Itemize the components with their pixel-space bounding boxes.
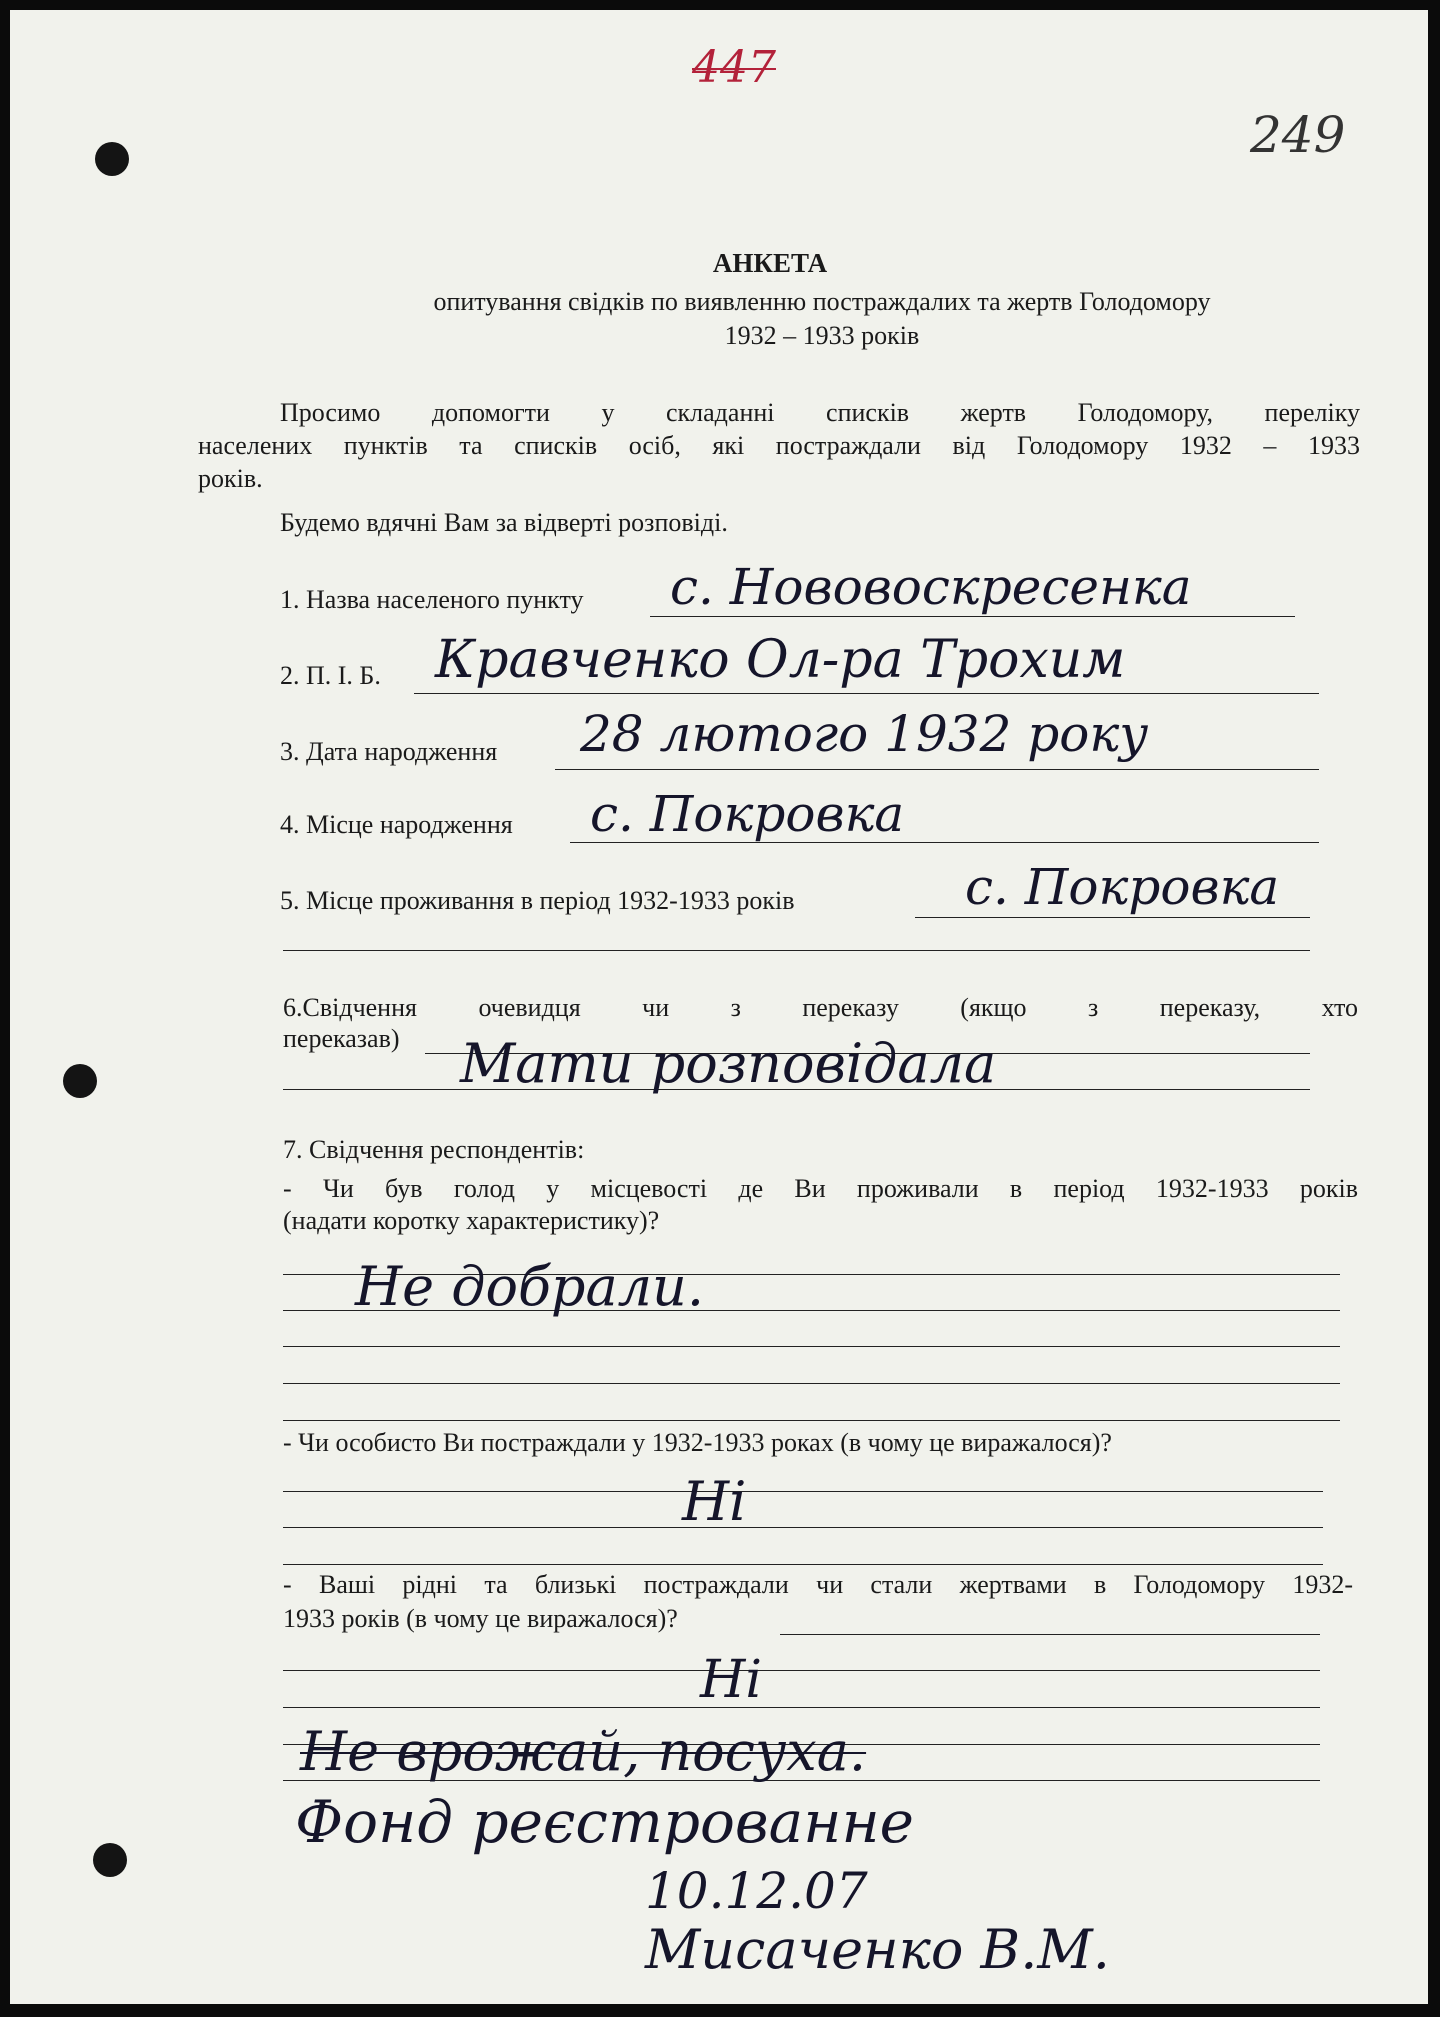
punch-hole-bottom (93, 1843, 127, 1877)
q3-answer-line (555, 769, 1319, 770)
signature-name: Мисаченко В.М. (645, 1918, 1110, 1981)
q7b-answer: Ні (682, 1470, 747, 1533)
q7a-question-line-2: (надати коротку характеристику)? (283, 1206, 660, 1235)
q7b-question: - Чи особисто Ви постраждали у 1932-1933 роках (в чому це виражалося)? (283, 1428, 1112, 1457)
q7c-extra-note: Фонд реєстрованне (295, 1788, 914, 1856)
q6-answer: Мати розповідала (460, 1032, 997, 1095)
archive-old-number: 447 (692, 42, 776, 93)
q7c-answer-line-2 (283, 1670, 1320, 1671)
q7-heading: 7. Свідчення респондентів: (283, 1135, 585, 1164)
q7a-answer: Не добрали. (355, 1255, 704, 1318)
q7a-answer-line-3 (283, 1346, 1340, 1347)
punch-hole-middle (63, 1064, 97, 1098)
q4-answer: с. Покровка (590, 785, 905, 843)
q7a-question-line-1: - Чи був голод у місцевості де Ви проживали в період 1932-1933 років (283, 1174, 1358, 1203)
form-years: 1932 – 1933 років (724, 321, 920, 350)
intro-line-1: Просимо допомогти у складанні списків жертв Голодомору, переліку (280, 398, 1360, 427)
questionnaire-sheet (10, 10, 1428, 2004)
q7c-question-line-1: - Ваші рідні та близькі постраждали чи стали жертвами в Голодомору 1932- (283, 1570, 1353, 1599)
q7b-answer-line-3 (283, 1564, 1323, 1565)
q2-answer: Кравченко Ол-ра Трохим (435, 630, 1126, 690)
q1-answer: с. Нововоскресенка (670, 558, 1192, 616)
q7c-answer: Ні (700, 1650, 762, 1710)
q7a-answer-line-4 (283, 1383, 1340, 1384)
q5-label: 5. Місце проживання в період 1932-1933 років (280, 886, 795, 915)
q2-label: 2. П. І. Б. (280, 661, 381, 690)
q6-label-line-2: переказав) (283, 1024, 400, 1053)
q1-answer-line (650, 616, 1295, 617)
q7c-question-line-2: 1933 років (в чому це виражалося)? (283, 1604, 678, 1633)
q7a-answer-line-5 (283, 1420, 1340, 1421)
q7c-answer-line-1 (780, 1634, 1320, 1635)
signature-date: 10.12.07 (645, 1862, 868, 1920)
q3-label: 3. Дата народження (280, 737, 498, 766)
q3-answer: 28 лютого 1932 року (580, 705, 1149, 763)
q7c-answer-line-3 (283, 1707, 1320, 1708)
q5-answer-line-2 (283, 950, 1310, 951)
q5-answer-line (915, 917, 1310, 918)
intro-thanks: Будемо вдячні Вам за відверті розповіді. (280, 508, 728, 537)
form-title: АНКЕТА (712, 248, 828, 278)
q7b-answer-line-2 (283, 1527, 1323, 1528)
q4-label: 4. Місце народження (280, 810, 513, 839)
q7c-struck-answer: Не врожай, посуха. (300, 1720, 867, 1783)
punch-hole-top (95, 142, 129, 176)
intro-line-3: років. (198, 464, 263, 493)
q6-label-line-1: 6.Свідчення очевидця чи з переказу (якщо з переказу, хто (283, 993, 1358, 1022)
q2-answer-line (414, 693, 1319, 694)
q5-answer: с. Покровка (965, 858, 1280, 916)
archive-page-number: 249 (1250, 106, 1346, 164)
form-subtitle: опитування свідків по виявленню постраждалих та жертв Голодомору (433, 287, 1211, 316)
q1-label: 1. Назва населеного пункту (280, 585, 584, 614)
intro-line-2: населених пунктів та списків осіб, які постраждали від Голодомору 1932 – 1933 (198, 431, 1360, 460)
q7b-answer-line-1 (283, 1491, 1323, 1492)
